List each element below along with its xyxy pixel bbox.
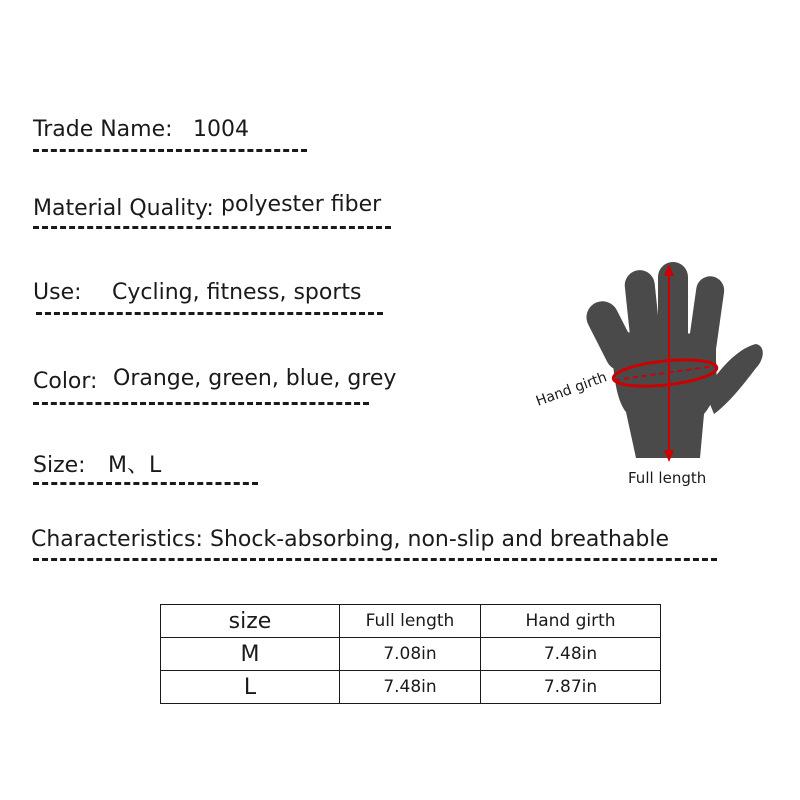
cell-full-length: 7.08in [340,638,481,671]
cell-size: M [161,638,340,671]
cell-full-length: 7.48in [340,671,481,704]
hand-measurement-diagram [520,250,800,500]
cell-size: L [161,671,340,704]
spec-label: Color: [33,369,98,394]
spec-material-quality [33,192,382,223]
table-row [161,671,661,704]
divider [36,312,383,315]
full-length-label: Full length [628,469,707,487]
spec-value: 1004 [193,117,249,142]
header-size: size [161,605,340,638]
divider [33,558,717,561]
table-header-row [161,605,661,638]
header-hand-girth: Hand girth [481,605,661,638]
spec-use [33,279,362,307]
spec-characteristics [31,526,670,554]
spec-value: polyester fiber [221,192,382,217]
spec-label: Characteristics: [31,527,203,552]
spec-value: Shock-absorbing, non-slip and breathable [210,527,670,552]
divider [33,226,391,229]
spec-value: Cycling, fitness, sports [112,280,362,305]
divider [33,482,258,485]
divider [33,402,369,405]
spec-label: Size: [33,453,86,478]
spec-size [33,452,162,480]
spec-color [33,366,397,396]
divider [33,149,307,152]
hand-girth-label: Hand girth [533,369,610,410]
spec-trade-name [33,116,249,144]
size-table [160,604,661,704]
spec-label: Use: [33,280,82,305]
spec-label: Material Quality: [33,196,214,221]
spec-value: M、L [108,453,162,478]
header-full-length: Full length [340,605,481,638]
table-row [161,638,661,671]
spec-label: Trade Name: [33,117,173,142]
cell-hand-girth: 7.87in [481,671,661,704]
spec-value: Orange, green, blue, grey [113,366,397,391]
cell-hand-girth: 7.48in [481,638,661,671]
